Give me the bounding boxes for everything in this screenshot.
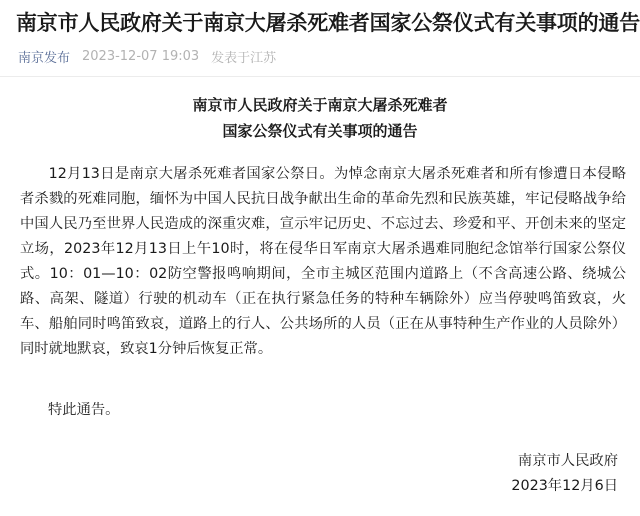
notice-signature: [511, 449, 618, 499]
source-account-link[interactable]: 南京发布: [18, 50, 71, 66]
notice-body: 12月13日是南京大屠杀死难者国家公祭日。为悼念南京大屠杀死难者和所有惨遭日本侵略者杀戮的死难同胞，缅怀为中国人民抗日战争献出生命的革命先烈和民族英雄，牢记侵略战争给中国人民乃至世界人民造成的深重灾难，宣示牢记历史、不忘过去、珍爱和平、开创未来的坚定立场，2023年12月13日上午10时，将在侵华日军南京大屠杀遇难同胞纪念馆举行国家公祭仪式。10：01—10：02防空警报鸣响期间，全市主城区范围内道路上（不含高速公路、绕城公路、高架、隧道）行驶的机动车（正在执行紧急任务的特种车辆除外）应当停驶鸣笛致哀，火车、船舶同时鸣笛致哀，道路上的行人、公共场所的人员（正在从事特种生产作业的人员除外）同时就地默哀，致哀1分钟后恢复正常。: [20, 166, 626, 357]
notice-closing: 特此通告。: [48, 402, 120, 418]
article-title: 南京市人民政府关于南京大屠杀死难者国家公祭仪式有关事项的通告: [16, 11, 640, 35]
notice-heading: [0, 92, 640, 144]
issuer-name: 南京市人民政府: [517, 453, 618, 469]
article-meta: [18, 46, 276, 66]
divider: [0, 76, 640, 77]
publish-time: 2023-12-07 19:03: [82, 48, 200, 64]
publish-location: 发表于江苏: [211, 50, 277, 66]
issue-date: 2023年12月6日: [511, 478, 618, 494]
notice-heading-line-2: 国家公祭仪式有关事项的通告: [222, 122, 418, 140]
notice-heading-line-1: 南京市人民政府关于南京大屠杀死难者: [192, 96, 448, 114]
